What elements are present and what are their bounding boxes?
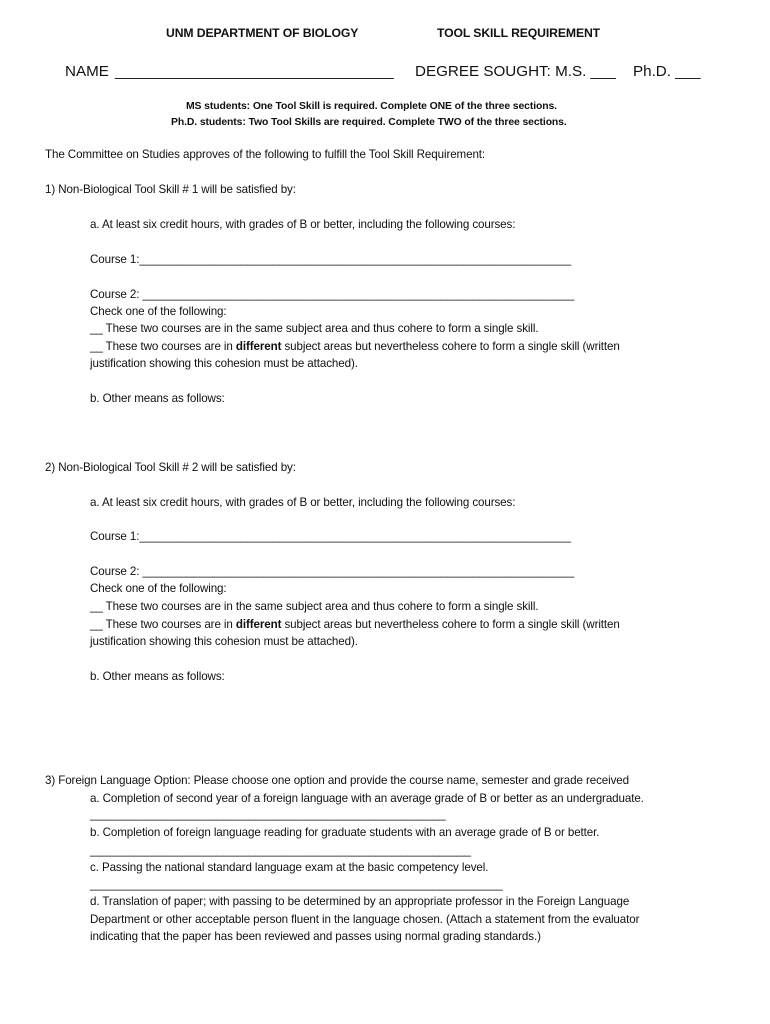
section-1-course-2-field[interactable]: Course 2: ____________________________________________________________________ — [90, 288, 575, 301]
phd-instruction: Ph.D. students: Two Tool Skills are required. Complete TWO of the three sections. — [171, 117, 567, 128]
section-1-heading: 1) Non-Biological Tool Skill # 1 will be satisfied by: — [45, 183, 296, 196]
language-heading: 3) Foreign Language Option: Please choose one option and provide the course name, semester and grade received — [45, 774, 629, 787]
check-different-text-end: subject areas but nevertheless cohere to form a single skill (written — [281, 618, 620, 631]
section-1-check-different[interactable] — [90, 340, 620, 354]
language-option-c-field[interactable]: _________________________________________________________________ — [90, 878, 503, 891]
section-2-check-same[interactable]: __ These two courses are in the same subject area and thus cohere to form a single skill. — [90, 600, 539, 613]
section-2-option-a: a. At least six credit hours, with grades of B or better, including the following courses: — [90, 496, 516, 509]
degree-ms-field[interactable]: DEGREE SOUGHT: M.S. ___ — [415, 63, 616, 80]
section-2-check-different-cont: justification showing this cohesion must be attached). — [90, 635, 358, 648]
section-1-course-1-field[interactable]: Course 1:____________________________________________________________________ — [90, 253, 572, 266]
section-2-option-b: b. Other means as follows: — [90, 670, 225, 683]
different-emphasis: different — [235, 618, 282, 631]
name-field[interactable]: _________________________________ — [115, 63, 394, 80]
section-2-course-1-field[interactable]: Course 1:____________________________________________________________________ — [90, 530, 572, 543]
section-1-option-a: a. At least six credit hours, with grades of B or better, including the following courses: — [90, 218, 516, 231]
language-option-d-line-2: Department or other acceptable person fluent in the language chosen. (Attach a statement from the evaluator — [90, 913, 640, 926]
form-title: TOOL SKILL REQUIREMENT — [437, 26, 601, 40]
section-1-check-same[interactable]: __ These two courses are in the same subject area and thus cohere to form a single skill. — [90, 322, 539, 335]
check-different-text: __ These two courses are in — [90, 340, 236, 353]
section-2-course-2-field[interactable]: Course 2: ____________________________________________________________________ — [90, 565, 575, 578]
degree-phd-field[interactable]: Ph.D. ___ — [633, 63, 701, 80]
language-option-b-field[interactable]: ____________________________________________________________ — [90, 844, 471, 857]
section-2-heading: 2) Non-Biological Tool Skill # 2 will be satisfied by: — [45, 461, 296, 474]
check-different-text-end: subject areas but nevertheless cohere to form a single skill (written — [281, 340, 620, 353]
ms-instruction: MS students: One Tool Skill is required. Complete ONE of the three sections. — [186, 101, 557, 112]
section-1-option-b: b. Other means as follows: — [90, 392, 225, 405]
section-1-check-different-cont: justification showing this cohesion must be attached). — [90, 357, 358, 370]
check-different-text: __ These two courses are in — [90, 618, 236, 631]
different-emphasis: different — [235, 340, 282, 353]
section-2-check-label: Check one of the following: — [90, 582, 227, 595]
language-option-d-line-1: d. Translation of paper; with passing to be determined by an appropriate professor in the Foreign Language — [90, 895, 630, 908]
language-option-a-field[interactable]: ________________________________________________________ — [90, 808, 446, 821]
intro-text: The Committee on Studies approves of the following to fulfill the Tool Skill Requirement: — [45, 148, 486, 161]
language-option-a: a. Completion of second year of a foreign language with an average grade of B or better as an undergraduate. — [90, 792, 644, 805]
language-option-d-line-3: indicating that the paper has been reviewed and passes using normal grading standards.) — [90, 930, 541, 943]
language-option-c: c. Passing the national standard language exam at the basic competency level. — [90, 861, 489, 874]
section-1-check-label: Check one of the following: — [90, 305, 227, 318]
section-2-check-different[interactable] — [90, 618, 620, 632]
department-heading: UNM DEPARTMENT OF BIOLOGY — [166, 26, 359, 40]
language-option-b: b. Completion of foreign language reading for graduate students with an average grade of B or better. — [90, 826, 600, 839]
name-label: NAME — [65, 63, 109, 80]
